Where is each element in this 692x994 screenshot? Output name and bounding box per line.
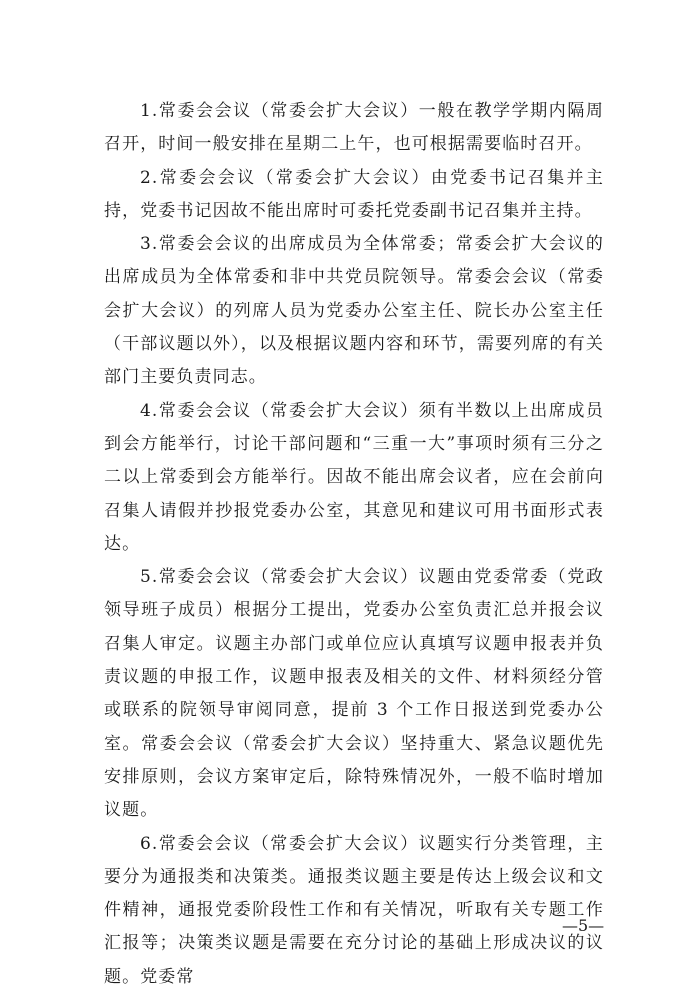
paragraph-1: 1.常委会会议（常委会扩大会议）一般在教学学期内隔周召开，时间一般安排在星期二上午，也可根据需要临时召开。	[104, 101, 604, 155]
paragraph-2: 2.常委会会议（常委会扩大会议）由党委书记召集并主持，党委书记因故不能出席时可委托党委副书记召集并主持。	[104, 167, 604, 221]
paragraph-4: 4.常委会会议（常委会扩大会议）须有半数以上出席成员到会方能举行，讨论干部问题和“三重一大”事项时须有三分之二以上常委到会方能举行。因故不能出席会议者，应在会前向召集人请假并抄报党委办公室，其意见和建议可用书面形式表达。	[104, 400, 604, 554]
paragraph-3: 3.常委会会议的出席成员为全体常委；常委会扩大会议的出席成员为全体常委和非中共党员院领导。常委会会议（常委会扩大会议）的列席人员为党委办公室主任、院长办公室主任（干部议题以外），以及根据议题内容和环节，需要列席的有关部门主要负责同志。	[104, 234, 604, 388]
page-number: —5—	[562, 916, 605, 935]
paragraph-5: 5.常委会会议（常委会扩大会议）议题由党委常委（党政领导班子成员）根据分工提出，党委办公室负责汇总并报会议召集人审定。议题主办部门或单位应认真填写议题申报表并负责议题的申报工作，议题申报表及相关的文件、材料须经分管或联系的院领导审阅同意，提前 3 个工作日报送到党委办公室。常委会会议（常委会扩大会议）坚持重大、紧急议题优先安排原则，会议方案审定后，除特殊情况外，一般不临时增加议题。	[104, 567, 604, 821]
paragraph-6: 6.常委会会议（常委会扩大会议）议题实行分类管理，主要分为通报类和决策类。通报类议题主要是传达上级会议和文件精神，通报党委阶段性工作和有关情况，听取有关专题工作汇报等；决策类议题是需要在充分讨论的基础上形成决议的议题。党委常	[104, 833, 604, 987]
body-text	[104, 95, 604, 994]
